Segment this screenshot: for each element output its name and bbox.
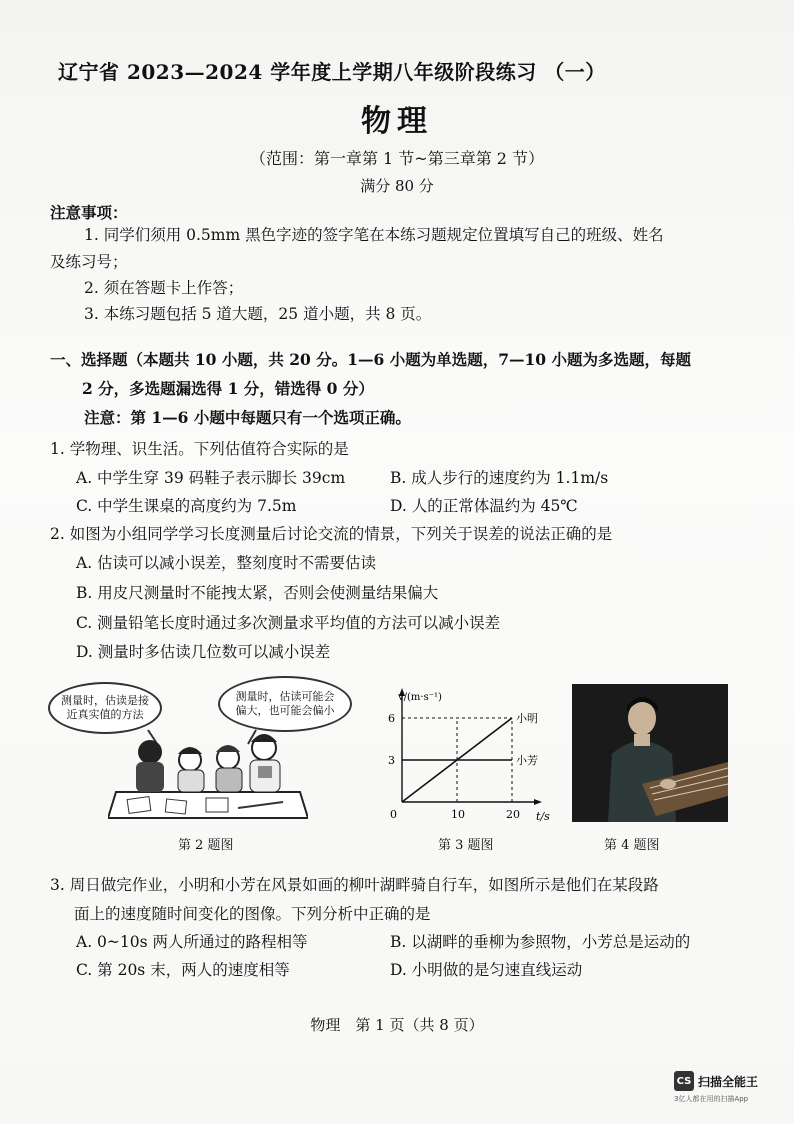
section1-heading-cont: 2 分，多选题漏选得 1 分，错选得 0 分） (82, 379, 374, 398)
exam-title: 辽宁省 2023—2024 学年度上学期八年级阶段练习 （一） (58, 60, 606, 84)
q2-option-b: B. 用皮尺测量时不能拽太紧，否则会使测量结果偏大 (76, 584, 439, 602)
y-tick-label: 6 (388, 712, 395, 725)
q1-option-b: B. 成人步行的速度约为 1.1m/s (390, 469, 609, 487)
q1-option-d: D. 人的正常体温约为 45℃ (390, 497, 578, 515)
q3-option-a: A. 0~10s 两人所通过的路程相等 (76, 933, 308, 951)
notice-item-3: 3. 本练习题包括 5 道大题，25 道小题，共 8 页。 (84, 305, 432, 323)
notice-item-2: 2. 须在答题卡上作答； (84, 279, 244, 297)
q3-option-c: C. 第 20s 末，两人的速度相等 (76, 961, 290, 979)
q3-option-d: D. 小明做的是匀速直线运动 (390, 961, 583, 979)
caption-figure-3: 第 3 题图 (438, 838, 494, 853)
x-tick-label: 0 (390, 808, 397, 821)
q2-option-a: A. 估读可以减小误差，整刻度时不需要估读 (76, 554, 377, 572)
subject-title: 物理 (361, 104, 433, 139)
caption-figure-4: 第 4 题图 (604, 838, 660, 853)
y-axis-label: v/(m·s⁻¹) (398, 692, 442, 703)
notice-item-1: 1. 同学们须用 0.5mm 黑色字迹的签字笔在本练习题规定位置填写自己的班级、姓名 (84, 226, 664, 244)
q3-stem: 3. 周日做完作业，小明和小芳在风景如画的柳叶湖畔骑自行车，如图所示是他们在某段路 (50, 876, 659, 894)
q1-option-a: A. 中学生穿 39 码鞋子表示脚长 39cm (76, 469, 346, 487)
page-footer: 物理 第 1 页（共 8 页） (310, 1016, 484, 1034)
q1-stem: 1. 学物理、识生活。下列估值符合实际的是 (50, 440, 349, 458)
caption-figure-2: 第 2 题图 (178, 838, 234, 853)
camscanner-tagline: 3亿人都在用的扫描App (674, 1095, 749, 1103)
q1-option-c: C. 中学生课桌的高度约为 7.5m (76, 497, 297, 515)
speech-bubble-right-text: 测量时，估读可能会偏大，也可能会偏小 (235, 689, 335, 717)
full-score: 满分 80 分 (360, 177, 434, 195)
x-axis-arrow (534, 799, 542, 805)
section1-heading: 一、选择题（本题共 10 小题，共 20 分。1—6 小题为单选题，7—10 小题为多选题，每题 (50, 350, 691, 369)
x-tick-label: 20 (506, 808, 520, 821)
y-tick-label: 3 (388, 754, 395, 767)
q2-stem: 2. 如图为小组同学学习长度测量后讨论交流的情景，下列关于误差的说法正确的是 (50, 525, 613, 543)
series-label-2: 小芳 (516, 754, 538, 767)
camscanner-logo: CS (674, 1071, 694, 1091)
q2-option-d: D. 测量时多估读几位数可以减小误差 (76, 643, 331, 661)
q3-option-b: B. 以湖畔的垂柳为参照物，小芳总是运动的 (390, 933, 691, 951)
speech-bubble-left-text: 测量时，估读是接近真实值的方法 (61, 693, 149, 721)
x-tick-label: 10 (451, 808, 465, 821)
q3-stem-cont: 面上的速度随时间变化的图像。下列分析中正确的是 (74, 905, 431, 923)
q2-option-c: C. 测量铅笔长度时通过多次测量求平均值的方法可以减小误差 (76, 614, 501, 632)
exam-scope: （范围：第一章第 1 节~第三章第 2 节） (249, 149, 545, 168)
notice-heading: 注意事项： (50, 203, 128, 222)
guzheng-photo (572, 684, 728, 822)
x-axis-label: t/s (536, 810, 550, 823)
camscanner-name: 扫描全能王 (698, 1075, 759, 1089)
notice-item-1-cont: 及练习号； (50, 253, 128, 271)
students-illustration (108, 722, 308, 822)
guzheng-player-image (572, 684, 728, 822)
section1-note: 注意：第 1—6 小题中每题只有一个选项正确。 (84, 408, 411, 427)
series-label-1: 小明 (516, 712, 538, 725)
velocity-time-chart (360, 676, 560, 826)
